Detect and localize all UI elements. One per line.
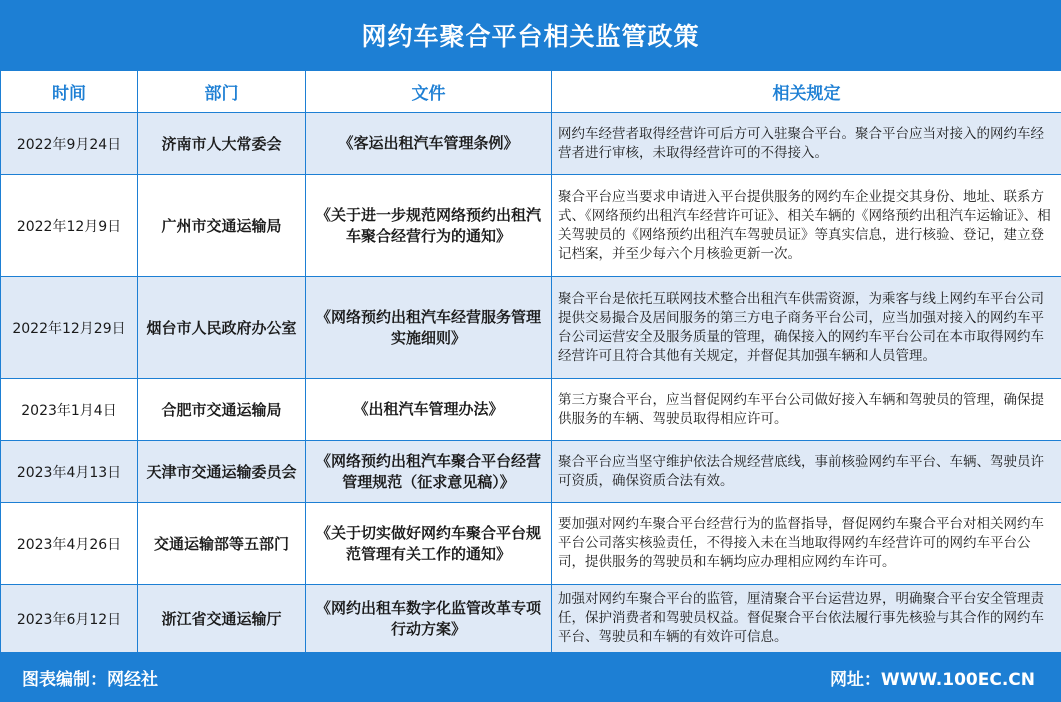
cell-doc: 《关于切实做好网约车聚合平台规范管理有关工作的通知》 (306, 503, 552, 585)
cell-dept: 广州市交通运输局 (138, 175, 306, 277)
cell-doc: 《出租汽车管理办法》 (306, 379, 552, 441)
cell-rule: 聚合平台是依托互联网技术整合出租汽车供需资源，为乘客与线上网约车平台公司提供交易撮合及居间服务的第三方电子商务平台公司，应当加强对接入的网约车平台公司运营安全及服务质量的管理，确保接入的网约车平台公司在本市取得网约车经营许可且符合其他有关规定，并督促其加强车辆和人员管理。 (552, 277, 1061, 379)
cell-dept: 合肥市交通运输局 (138, 379, 306, 441)
cell-date: 2022年9月24日 (1, 113, 138, 175)
cell-dept: 天津市交通运输委员会 (138, 441, 306, 503)
cell-date: 2023年4月26日 (1, 503, 138, 585)
cell-dept: 浙江省交通运输厅 (138, 585, 306, 653)
table-row (1, 503, 1061, 585)
table-row (1, 379, 1061, 441)
cell-rule: 加强对网约车聚合平台的监管，厘清聚合平台运营边界，明确聚合平台安全管理责任，保护消费者和驾驶员权益。督促聚合平台依法履行事先核验与其合作的网约车平台、驾驶员和车辆的有效许可信息。 (552, 585, 1061, 653)
cell-rule: 网约车经营者取得经营许可后方可入驻聚合平台。聚合平台应当对接入的网约车经营者进行审核，未取得经营许可的不得接入。 (552, 113, 1061, 175)
cell-date: 2023年6月12日 (1, 585, 138, 653)
cell-dept: 交通运输部等五部门 (138, 503, 306, 585)
header-date: 时间 (1, 71, 138, 113)
policy-table (0, 70, 1061, 653)
cell-doc: 《关于进一步规范网络预约出租汽车聚合经营行为的通知》 (306, 175, 552, 277)
cell-date: 2023年4月13日 (1, 441, 138, 503)
cell-rule: 聚合平台应当坚守维护依法合规经营底线，事前核验网约车平台、车辆、驾驶员许可资质，确保资质合法有效。 (552, 441, 1061, 503)
cell-rule: 第三方聚合平台，应当督促网约车平台公司做好接入车辆和驾驶员的管理，确保提供服务的车辆、驾驶员取得相应许可。 (552, 379, 1061, 441)
footer-credit: 图表编制：网经社 (22, 669, 158, 690)
header-dept: 部门 (138, 71, 306, 113)
footer-website: 网址：WWW.100EC.CN (829, 669, 1035, 690)
table-row (1, 175, 1061, 277)
footer-bar (0, 652, 1061, 702)
cell-dept: 烟台市人民政府办公室 (138, 277, 306, 379)
cell-doc: 《网络预约出租汽车经营服务管理实施细则》 (306, 277, 552, 379)
header-doc: 文件 (306, 71, 552, 113)
cell-doc: 《网络预约出租汽车聚合平台经营管理规范（征求意见稿）》 (306, 441, 552, 503)
table-row (1, 585, 1061, 653)
table-row (1, 277, 1061, 379)
cell-dept: 济南市人大常委会 (138, 113, 306, 175)
cell-rule: 要加强对网约车聚合平台经营行为的监督指导，督促网约车聚合平台对相关网约车平台公司落实核验责任，不得接入未在当地取得网约车经营许可的网约车平台公司，提供服务的驾驶员和车辆均应办理相应网约车许可。 (552, 503, 1061, 585)
cell-date: 2023年1月4日 (1, 379, 138, 441)
cell-doc: 《客运出租汽车管理条例》 (306, 113, 552, 175)
cell-date: 2022年12月9日 (1, 175, 138, 277)
cell-doc: 《网约出租车数字化监管改革专项行动方案》 (306, 585, 552, 653)
page-title: 网约车聚合平台相关监管政策 (0, 0, 1061, 70)
header-rule: 相关规定 (552, 71, 1061, 113)
table-header-row (1, 71, 1061, 113)
cell-date: 2022年12月29日 (1, 277, 138, 379)
cell-rule: 聚合平台应当要求申请进入平台提供服务的网约车企业提交其身份、地址、联系方式、《网络预约出租汽车经营许可证》、相关车辆的《网络预约出租汽车运输证》、相关驾驶员的《网络预约出租汽车驾驶员证》等真实信息，进行核验、登记，建立登记档案，并至少每六个月核验更新一次。 (552, 175, 1061, 277)
table-row (1, 113, 1061, 175)
table-row (1, 441, 1061, 503)
